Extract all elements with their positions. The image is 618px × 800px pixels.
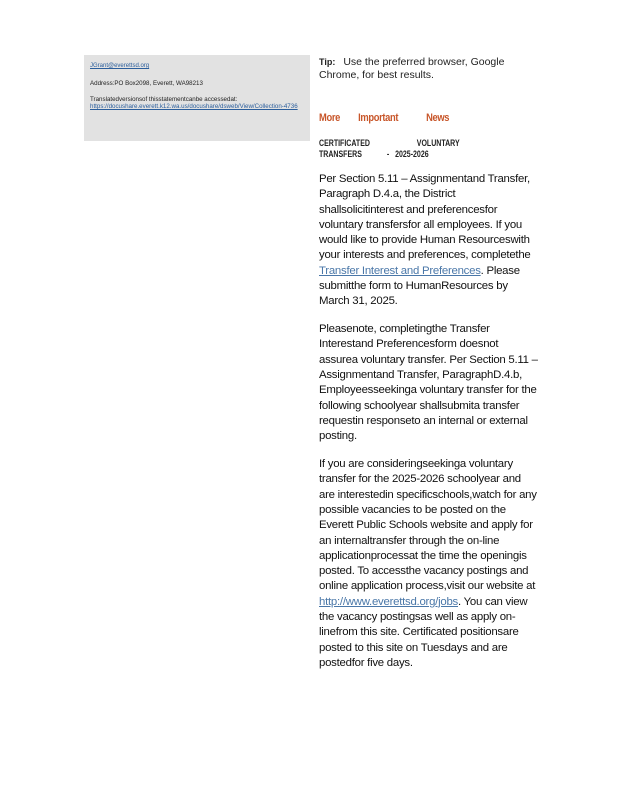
news-heading [319,112,449,124]
article-title [319,138,467,160]
jobs-website-link[interactable]: http://www.everettsd.org/jobs [319,595,458,608]
article-title-voluntary: VOLUNTARY [416,138,460,148]
paragraph-3-text-b: . You can view the vacancy postingsas well as apply on-linefrom this site. Certificated positionsare posted to this site on Tuesdays and are postedfor five days. [319,595,528,669]
translation-link[interactable]: https://docushare.everett.k12.wa.us/docushare/dsweb/View/Collection-4736 [90,103,298,110]
paragraph-3-text-a: If you are consideringseekinga voluntary transfer for the 2025-2026 schoolyear and are interestedin specificschools,watch for any possible vacancies to be posted on the Everett Public Schools website and apply for an internaltransfer through the on-line applicationprocessat the time the openingis posted. To accessthe vacancy postings and online application process,visit our website at [319,458,537,593]
article-title-certificated: CERTIFICATED [319,138,370,148]
news-heading-word-important: Important [358,112,399,124]
paragraph-1-text-b: . Please submitthe form to HumanResources by March 31, 2025. [319,264,520,308]
paragraph-1-text-a: Per Section 5.11 – Assignmentand Transfer, Paragraph D.4.a, the District shallsolicitinterest and preferencesfor voluntary transfersfor all employees. If you would like to provide Human Resourceswith your interests and preferences, completethe [319,173,531,262]
contact-panel [84,55,310,141]
news-heading-word-more: More [319,112,340,124]
article-title-line2 [319,149,467,160]
article-title-year: 2025-2026 [395,149,429,159]
tip-text-block [319,56,539,82]
paragraph-1 [319,172,539,310]
transfer-form-link[interactable]: Transfer Interest and Preferences [319,264,481,277]
address-text: Address:PO Box2098, Everett, WA98213 [90,80,203,87]
article-title-line1 [319,138,467,149]
article-title-transfers: TRANSFERS [319,149,362,159]
email-link[interactable]: JGrant@everettsd.org [90,63,150,69]
translation-note [90,96,320,110]
news-heading-word-news: News [426,112,450,124]
tip-box [319,56,539,82]
article-body [319,172,539,684]
article-title-dash: - [386,149,390,159]
tip-text: Use the preferred browser, Google Chrome, for best results. [319,56,505,81]
tip-label: Tip: [319,57,336,67]
paragraph-2: Pleasenote, completingthe Transfer Interestand Preferencesform doesnot assurea voluntary transfer. Per Section 5.11 – Assignmentand Transfer, ParagraphD.4.b, Employeesseekinga voluntary transfer for the following schoolyear shallsubmita transfer requestin responseto an internal or external posting. [319,323,538,443]
translation-prefix: Translatedversionsof thisstatementcanbe accessedat: [90,96,238,103]
paragraph-3 [319,457,539,671]
